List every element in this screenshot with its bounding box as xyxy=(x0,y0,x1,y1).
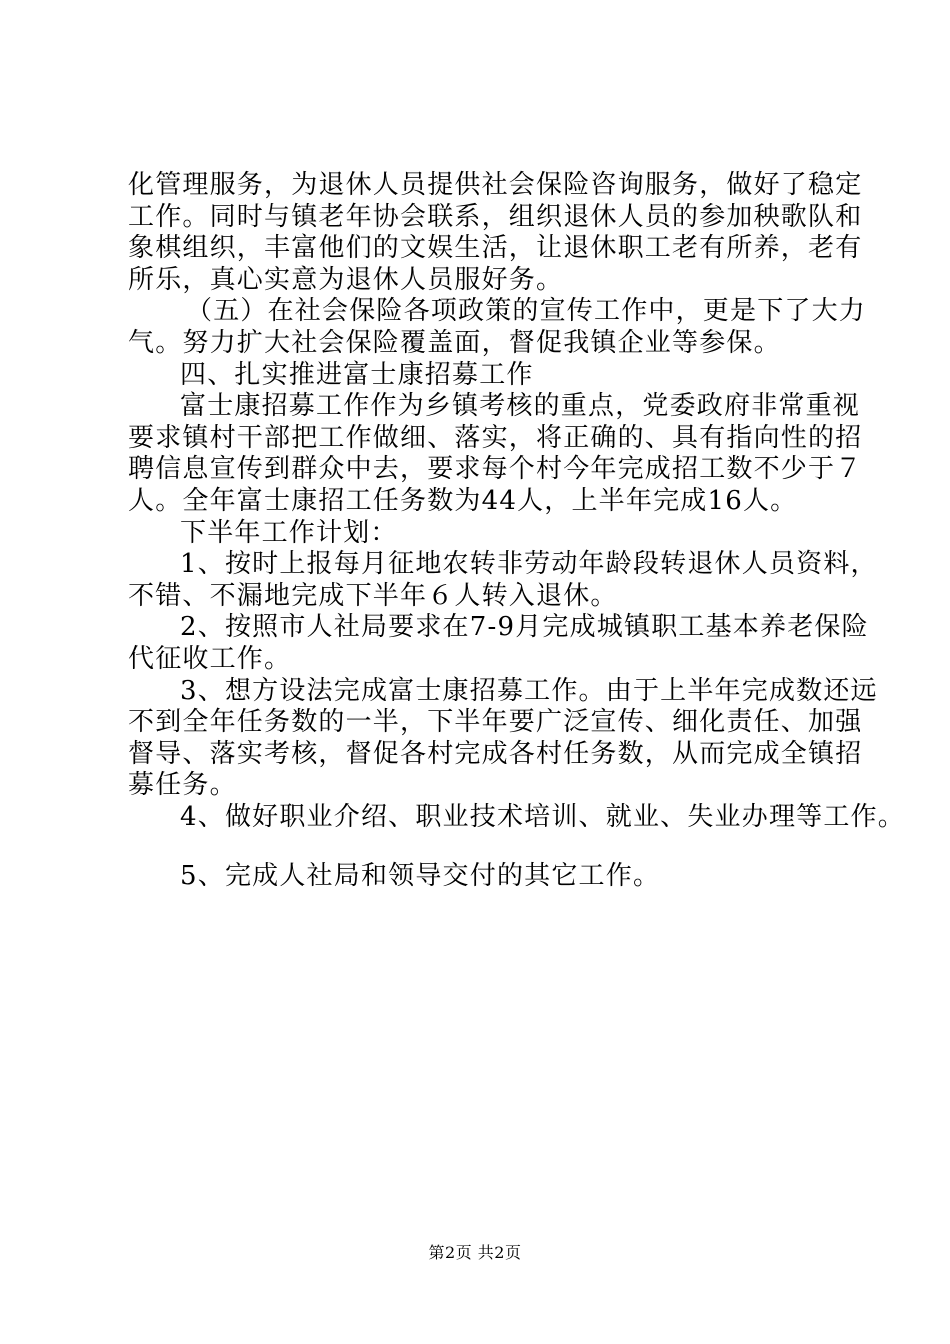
plan-item-1: 1、按时上报每月征地农转非劳动年龄段转退休人员资料， xyxy=(180,549,878,580)
text-line: 人。全年富士康招工任务数为44人，上半年完成16人。 xyxy=(128,485,798,516)
text-line: 代征收工作。 xyxy=(128,643,292,674)
text-line: 气。努力扩大社会保险覆盖面，督促我镇企业等参保。 xyxy=(128,327,781,358)
paragraph-five-start: （五）在社会保险各项政策的宣传工作中，更是下了大力 xyxy=(186,296,867,327)
text-line: 所乐，真心实意为退休人员服好务。 xyxy=(128,264,564,295)
text-line: 聘信息宣传到群众中去，要求每个村今年完成招工数不少于７ xyxy=(128,454,863,485)
paragraph-gap xyxy=(128,833,828,861)
plan-item-4: 4、做好职业介绍、职业技术培训、就业、失业办理等工作。 xyxy=(180,801,905,832)
plan-item-2: 2、按照市人社局要求在7-9月完成城镇职工基本养老保险 xyxy=(180,612,869,643)
text-line: 象棋组织，丰富他们的文娱生活，让退休职工老有所养，老有 xyxy=(128,233,863,264)
paragraph-start: 富士康招募工作作为乡镇考核的重点，党委政府非常重视 xyxy=(180,391,861,422)
section-heading: 四、扎实推进富士康招募工作 xyxy=(180,359,534,390)
plan-item-3: 3、想方设法完成富士康招募工作。由于上半年完成数还远 xyxy=(180,675,878,706)
text-line: 督导、落实考核，督促各村完成各村任务数，从而完成全镇招 xyxy=(128,738,863,769)
text-line: 不错、不漏地完成下半年６人转入退休。 xyxy=(128,580,618,611)
plan-heading: 下半年工作计划： xyxy=(180,517,398,548)
plan-item-5: 5、完成人社局和领导交付的其它工作。 xyxy=(180,861,661,892)
document-body xyxy=(128,170,905,893)
text-line: 工作。同时与镇老年协会联系，组织退休人员的参加秧歌队和 xyxy=(128,201,863,232)
text-line: 募任务。 xyxy=(128,770,237,801)
text-line: 要求镇村干部把工作做细、落实，将正确的、具有指向性的招 xyxy=(128,422,863,453)
text-line: 化管理服务，为退休人员提供社会保险咨询服务，做好了稳定 xyxy=(128,170,863,200)
page-footer: 第2页 共2页 xyxy=(428,1243,522,1262)
text-line: 不到全年任务数的一半，下半年要广泛宣传、细化责任、加强 xyxy=(128,707,863,738)
